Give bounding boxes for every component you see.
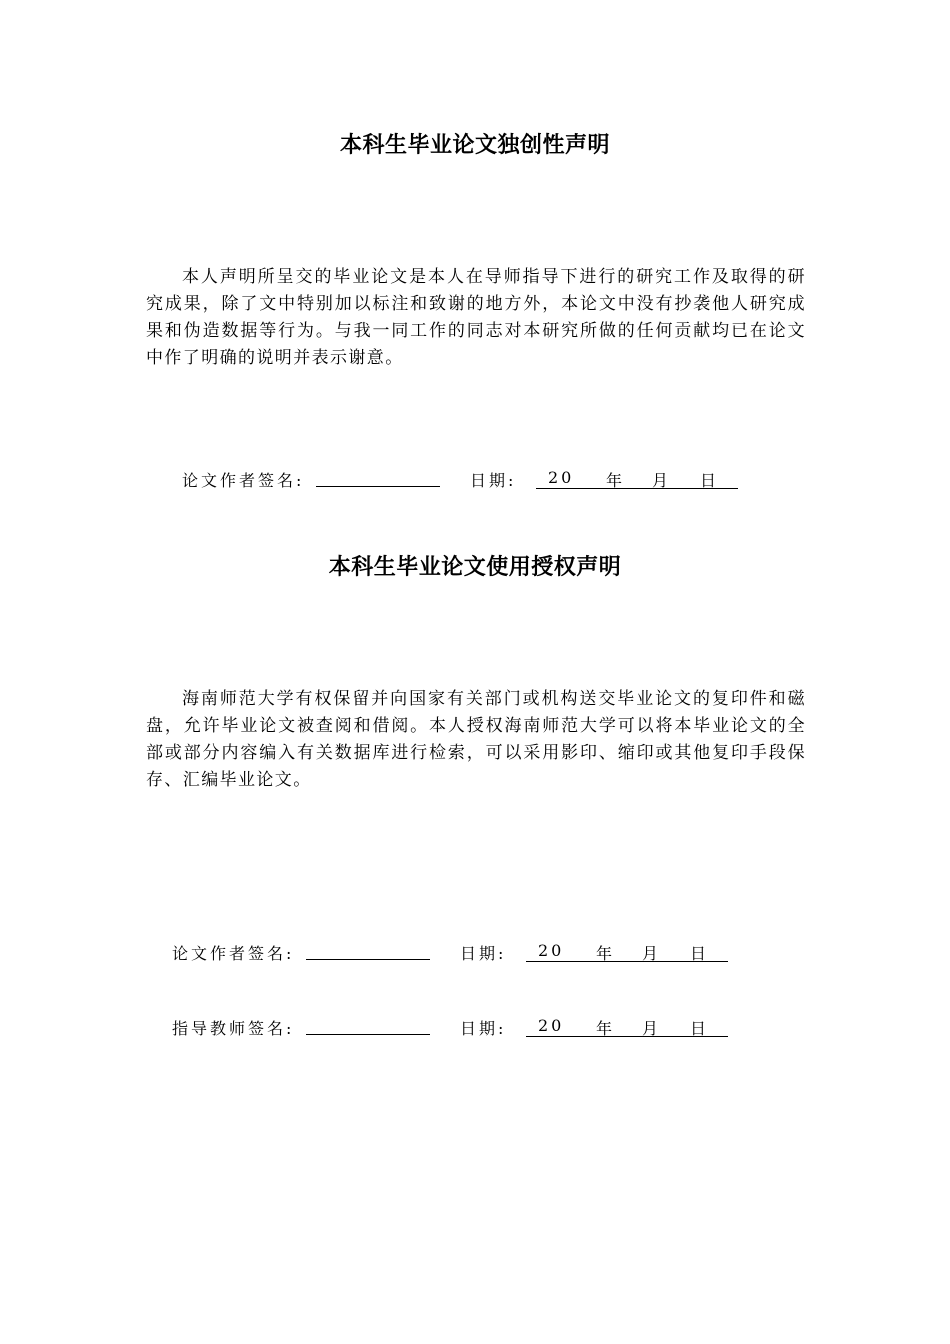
date-field[interactable]	[526, 941, 728, 962]
year-prefix: 20	[538, 941, 565, 960]
author-signature-label: 论文作者签名:	[172, 944, 295, 963]
advisor-signature-field[interactable]	[306, 1016, 430, 1035]
month-label: 月	[652, 471, 672, 490]
originality-declaration-text: 本人声明所呈交的毕业论文是本人在导师指导下进行的研究工作及取得的研究成果，除了文中特别加以标注和致谢的地方外，本论文中没有抄袭他人研究成果和伪造数据等行为。与我一同工作的同志对本研究所做的任何贡献均已在论文中作了明确的说明并表示谢意。	[146, 267, 806, 368]
advisor-signature-label: 指导教师签名:	[172, 1019, 295, 1038]
author-signature-field[interactable]	[306, 941, 430, 960]
author-signature-label: 论文作者签名:	[182, 471, 305, 490]
year-label: 年	[596, 944, 616, 963]
originality-signature-row	[182, 468, 762, 494]
year-prefix: 20	[548, 468, 575, 487]
day-label: 日	[700, 471, 720, 490]
day-label: 日	[690, 1019, 710, 1038]
authorization-author-signature-row	[172, 941, 752, 967]
date-field[interactable]	[536, 468, 738, 489]
day-label: 日	[690, 944, 710, 963]
authorization-declaration-title: 本科生毕业论文使用授权声明	[328, 555, 622, 580]
date-label: 日期:	[460, 1019, 507, 1038]
year-label: 年	[596, 1019, 616, 1038]
month-label: 月	[642, 1019, 662, 1038]
originality-declaration-title: 本科生毕业论文独创性声明	[339, 133, 610, 158]
month-label: 月	[642, 944, 662, 963]
year-prefix: 20	[538, 1016, 565, 1035]
date-label: 日期:	[460, 944, 507, 963]
year-label: 年	[606, 471, 626, 490]
authorization-declaration-text: 海南师范大学有权保留并向国家有关部门或机构送交毕业论文的复印件和磁盘，允许毕业论文被查阅和借阅。本人授权海南师范大学可以将本毕业论文的全部或部分内容编入有关数据库进行检索，可以采用影印、缩印或其他复印手段保存、汇编毕业论文。	[146, 689, 806, 790]
authorization-advisor-signature-row	[172, 1016, 752, 1042]
date-field[interactable]	[526, 1016, 728, 1037]
date-label: 日期:	[470, 471, 517, 490]
author-signature-field[interactable]	[316, 468, 440, 487]
